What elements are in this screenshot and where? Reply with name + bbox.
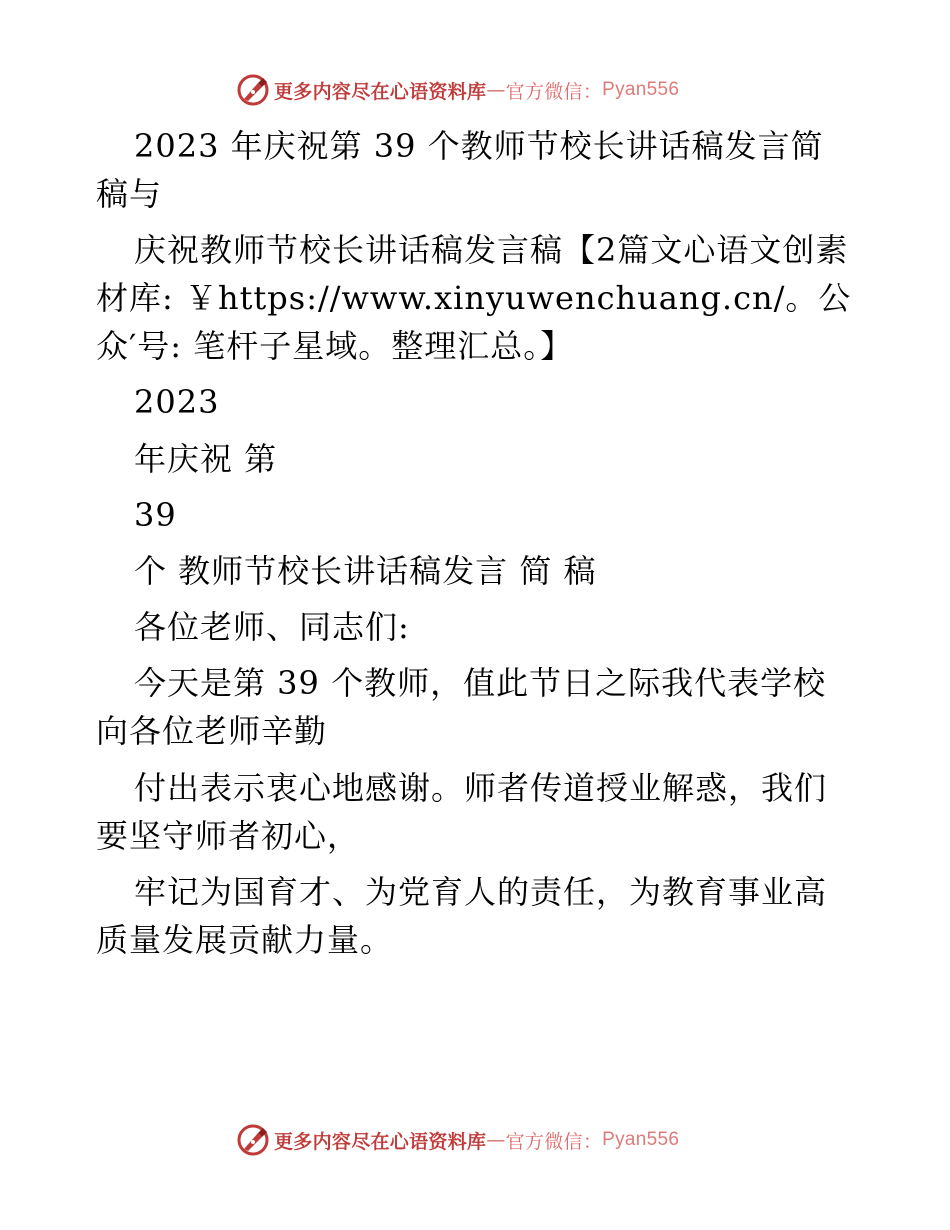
footer-banner [0, 1120, 950, 1160]
paragraph-celebrate: 年庆祝 第 [134, 439, 278, 478]
paragraph-year: 2023 [134, 383, 220, 422]
banner-main-text: 更多内容尽在心语资料库 [274, 1130, 487, 1153]
paragraph-salutation: 各位老师、同志们: [134, 608, 410, 647]
banner-dash: — [486, 1129, 506, 1151]
paragraph-number: 39 [134, 495, 177, 534]
banner-wechat-label: 官方微信： [505, 80, 603, 103]
header-banner [0, 70, 950, 110]
banner-content [236, 70, 679, 110]
pen-nib-logo-icon [236, 73, 270, 107]
paragraph-subtitle: 庆祝教师节校长讲话稿发言稿【2篇文心语文创素材库: ￥https://www.xinyuwenchuang.cn/。公众′号: 笔杆子星域。整理汇总。】 [96, 231, 852, 366]
banner-wechat-id: Pyan556 [602, 1129, 680, 1150]
document-title: 2023 年庆祝第 39 个教师节校长讲话稿发言简稿与 [96, 127, 824, 213]
document-body [96, 122, 856, 972]
banner-dash: — [486, 79, 506, 101]
paragraph-body-3: 牢记为国育才、为党育人的责任，为教育事业高质量发展贡献力量。 [96, 872, 828, 959]
paragraph-body-1: 今天是第 39 个教师，值此节日之际我代表学校向各位老师辛勤 [96, 664, 827, 751]
paragraph-heading: 个 教师节校长讲话稿发言 简 稿 [134, 551, 597, 590]
banner-wechat-id: Pyan556 [602, 79, 680, 100]
banner-main-text: 更多内容尽在心语资料库 [274, 80, 487, 103]
paragraph-body-2: 付出表示衷心地感谢。师者传道授业解惑，我们要坚守师者初心， [96, 768, 828, 855]
banner-wechat-label: 官方微信： [505, 1130, 603, 1153]
banner-content [236, 1120, 679, 1160]
pen-nib-logo-icon [236, 1123, 270, 1157]
